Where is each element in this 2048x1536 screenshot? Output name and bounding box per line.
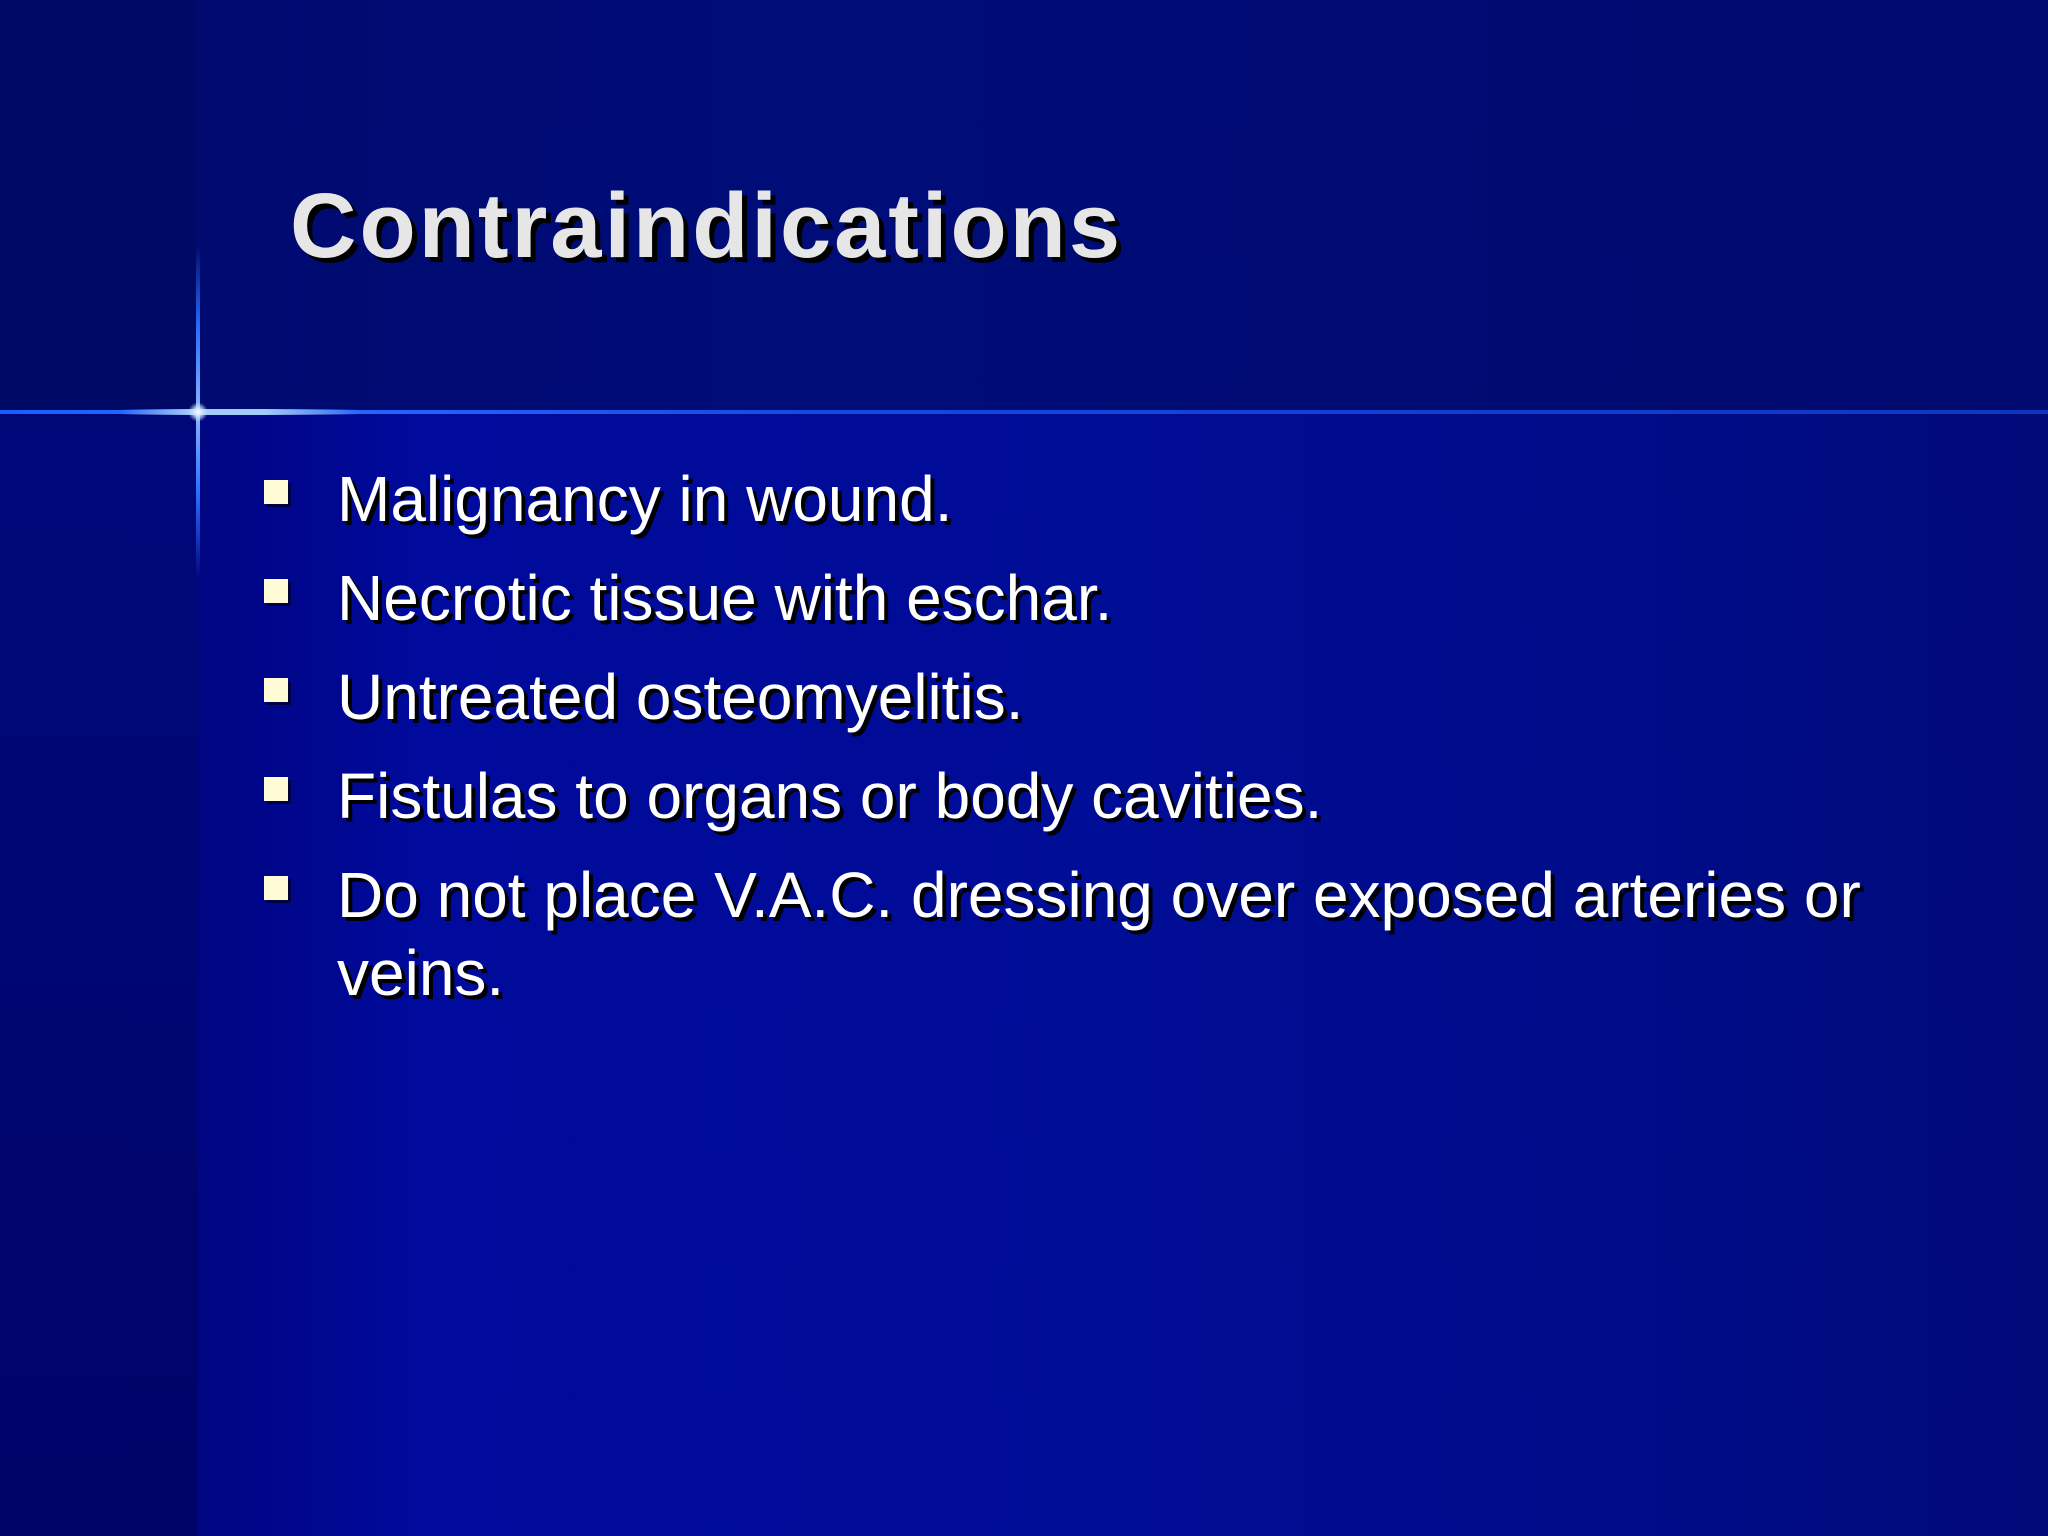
square-bullet-icon	[264, 480, 288, 504]
divider-glow	[120, 409, 360, 415]
square-bullet-icon	[264, 579, 288, 603]
bullet-item	[262, 559, 1942, 637]
bullet-text: Fistulas to organs or body cavities.	[337, 760, 1323, 832]
cross-sparkle-icon	[188, 402, 208, 422]
bullet-text: Necrotic tissue with eschar.	[337, 562, 1113, 634]
square-bullet-icon	[264, 678, 288, 702]
slide-title: Contraindications	[290, 175, 1124, 277]
square-bullet-icon	[264, 876, 288, 900]
bullet-item	[262, 658, 1942, 736]
bullet-text: Untreated osteomyelitis.	[337, 661, 1024, 733]
bullet-list	[262, 460, 1942, 1033]
square-bullet-icon	[264, 777, 288, 801]
bullet-item	[262, 856, 1942, 1012]
bullet-item	[262, 757, 1942, 835]
bullet-item	[262, 460, 1942, 538]
bullet-text: Malignancy in wound.	[337, 463, 953, 535]
bullet-text: Do not place V.A.C. dressing over exposed arteries or veins.	[337, 859, 1861, 1009]
left-strip-upper	[0, 0, 197, 413]
